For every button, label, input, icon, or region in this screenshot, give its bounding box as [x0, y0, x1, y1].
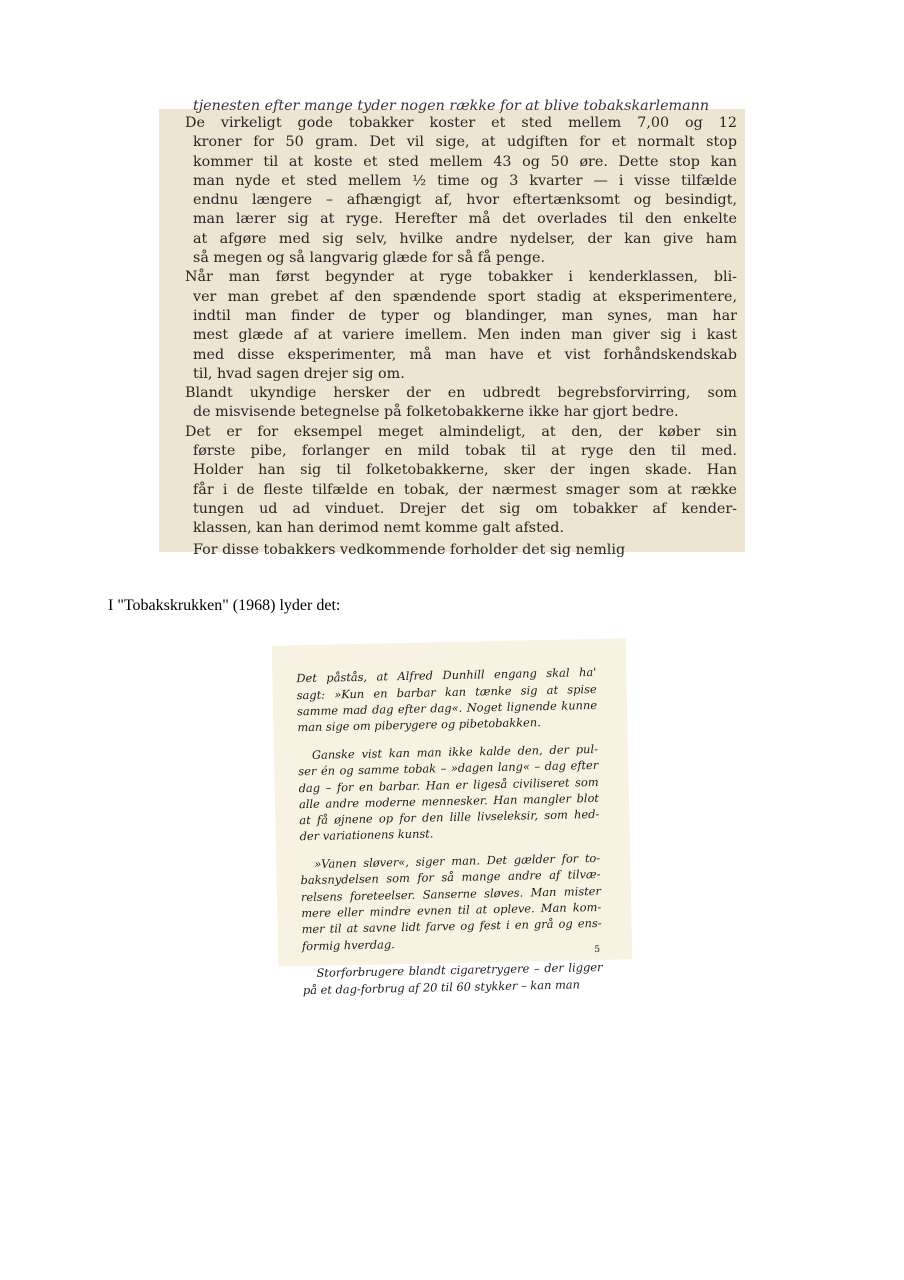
text-line: får i de fleste tilfælde en tobak, der nærmest smager som at række: [193, 481, 737, 498]
text-line: »Vanen sløver«, siger man. Det gælder for to-: [314, 851, 601, 872]
book-excerpt-scan-2: [272, 638, 633, 997]
text-line: mer til at savne lidt farve og fest i en grå og ens-: [301, 916, 602, 937]
text-line: man nyde et sted mellem ½ time og 3 kvarter — i visse tilfælde: [193, 172, 737, 189]
text-line: samme mad dag efter dag«. Noget lignende kunne: [296, 697, 598, 719]
text-line: så megen og så langvarig glæde for så få penge.: [193, 250, 545, 267]
excerpt-1-body: [185, 114, 737, 539]
text-line: ser én og samme tobak – »dagen lang« – dag efter: [298, 758, 599, 779]
text-line: tungen ud ad vinduet. Drejer det sig om tobakker af kender-: [193, 500, 737, 517]
paragraph: [185, 384, 737, 423]
paragraph: [300, 850, 602, 954]
caption-tobakskrukken: I "Tobakskrukken" (1968) lyder det:: [108, 597, 341, 614]
text-line: Holder han sig til folketobakkerne, sker der ingen skade. Han: [193, 462, 737, 479]
text-line: indtil man finder de typer og blandinger, man synes, man har: [193, 307, 737, 324]
excerpt-2-body: [296, 664, 603, 998]
text-line: ver man grebet af den spændende sport stadig at eksperimentere,: [193, 288, 737, 305]
paragraph: [302, 959, 603, 998]
text-line: Storforbrugere blandt cigaretrygere – der ligger: [316, 960, 603, 981]
text-line: de misvisende betegnelse på folketobakkerne ikke har gjort bedre.: [193, 404, 679, 421]
text-line: De virkeligt gode tobakker koster et sted mellem 7,00 og 12: [185, 115, 737, 131]
text-line: man sige om piberygere og pibetobakken.: [297, 715, 541, 735]
paragraph: [185, 114, 737, 268]
text-line: første pibe, forlanger en mild tobak til at ryge den til med.: [193, 443, 737, 460]
text-line: at afgøre med sig selv, hvilke andre nydelser, der kan give ham: [193, 230, 737, 247]
text-line: sagt: »Kun en barbar kan tænke sig at spise: [296, 681, 597, 702]
text-line: der variationens kunst.: [299, 826, 434, 844]
paragraph: [185, 268, 737, 384]
page-number: 5: [594, 944, 601, 955]
text-line: man lærer sig at ryge. Herefter må det overlades til den enkelte: [193, 211, 737, 228]
text-line: dag – for en barbar. Han er ligeså civiliseret som: [298, 774, 599, 795]
text-line: endnu længere – afhængigt af, hvor eftertænksomt og besindigt,: [193, 192, 737, 209]
paragraph: [298, 741, 600, 845]
text-line: klassen, kan han derimod nemt komme galt afsted.: [193, 520, 564, 537]
cropped-line-top: tjenesten efter mange tyder nogen række for at blive tobakskarlemann: [193, 98, 710, 114]
text-line: relsens foreteelser. Sanserne sløves. Man mister: [300, 883, 602, 904]
text-line: på et dag-forbrug af 20 til 60 stykker – kan man: [302, 976, 581, 997]
text-line: kroner for 50 gram. Det vil sige, at udgiften for et normalt stop: [193, 134, 737, 151]
book-excerpt-scan-1: [159, 98, 745, 558]
text-line: formig hverdag.: [301, 936, 395, 953]
paragraph: [185, 423, 737, 539]
text-line: Når man først begynder at ryge tobakker i kenderklassen, bli-: [185, 269, 737, 286]
text-line: Ganske vist kan man ikke kalde den, der pul-: [311, 741, 599, 762]
text-line: baksnydelsen som for så mange andre af tilvæ-: [300, 867, 601, 888]
text-line: mest glæde af at variere imellem. Men inden man giver sig i kast: [193, 327, 737, 344]
text-line: Det påstås, at Alfred Dunhill engang skal ha': [296, 665, 597, 686]
text-line: til, hvad sagen drejer sig om.: [193, 365, 405, 382]
text-line: alle andre moderne mennesker. Han mangler blot: [298, 790, 600, 812]
text-line: med disse eksperimenter, må man have et vist forhåndskendskab: [193, 346, 737, 363]
paragraph: [296, 664, 597, 735]
cropped-line-bottom: For disse tobakkers vedkommende forholder det sig nemlig: [193, 542, 626, 558]
text-line: kommer til at koste et sted mellem 43 og 50 øre. Dette stop kan: [193, 153, 737, 170]
text-line: Det er for eksempel meget almindeligt, at den, der køber sin: [185, 423, 737, 440]
text-line: at få øjnene op for den lille livseleksir, som hed-: [299, 807, 600, 828]
text-line: Blandt ukyndige hersker der en udbredt begrebsforvirring, som: [185, 385, 737, 402]
text-line: mere eller mindre evnen til at opleve. Man kom-: [301, 899, 602, 921]
